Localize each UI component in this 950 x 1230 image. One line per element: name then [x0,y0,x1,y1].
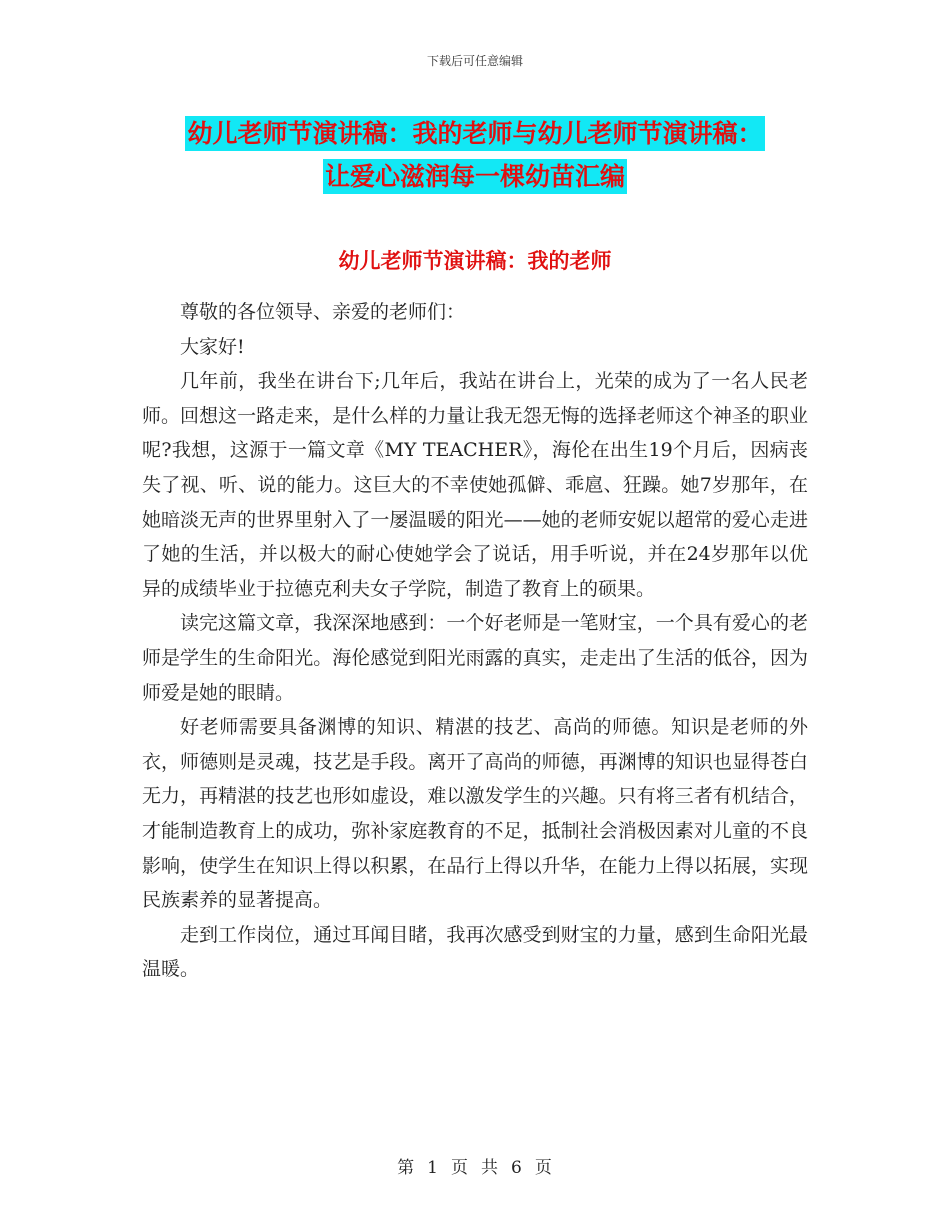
document-title [0,112,950,198]
paragraph-greeting: 大家好! [180,335,245,358]
body-text [142,295,808,987]
title-line-2 [0,155,950,198]
paragraph: 走到工作岗位，通过耳闻目睹，我再次感受到财宝的力量，感到生命阳光最温暖。 [142,923,808,981]
page-footer [0,1153,950,1178]
section-heading: 幼儿老师节演讲稿：我的老师 [338,249,612,273]
total-pages-number: 6 [511,1158,523,1178]
paragraph: 几年前，我坐在讲台下;几年后，我站在讲台上，光荣的成为了一名人民老师。回想这一路走来，是什么样的力量让我无怨无悔的选择老师这个神圣的职业呢?我想，这源于一篇文章《MY TEACHER》，海伦在出生19个月后，因病丧失了视、听、说的能力。这巨大的不幸使她孤僻、乖扈、狂躁。她7岁那年，在她暗淡无声的世界里射入了一屡温暖的阳光——她的老师安妮以超常的爱心走进了她的生活，并以极大的耐心使她学会了说话，用手听说，并在24岁那年以优异的成绩毕业于拉德克利夫女子学院，制造了教育上的硕果。 [142,370,808,600]
paragraph: 好老师需要具备渊博的知识、精湛的技艺、高尚的师德。知识是老师的外衣，师德则是灵魂，技艺是手段。离开了高尚的师德，再渊博的知识也显得苍白无力，再精湛的技艺也形如虚设，难以激发学生的兴趣。只有将三者有机结合，才能制造教育上的成功，弥补家庭教育的不足，抵制社会消极因素对儿童的不良影响，使学生在知识上得以积累，在品行上得以升华，在能力上得以拓展，实现民族素养的显著提高。 [142,716,808,912]
footer-page-label: 页 [451,1158,469,1178]
footer-suffix: 页 [534,1158,553,1178]
header-note: 下载后可任意编辑 [426,54,523,68]
paragraph: 读完这篇文章，我深深地感到：一个好老师是一笔财宝，一个具有爱心的老师是学生的生命阳光。海伦感觉到阳光雨露的真实，走走出了生活的低谷，因为师爱是她的眼睛。 [142,612,808,704]
title-line-1-text: 幼儿老师节演讲稿：我的老师与幼儿老师节演讲稿： [185,116,764,151]
current-page-number: 1 [427,1158,439,1178]
footer-total-label: 共 [481,1158,499,1178]
footer-prefix: 第 [397,1158,416,1178]
title-line-1 [0,112,950,155]
paragraph-salutation: 尊敬的各位领导、亲爱的老师们： [180,301,466,323]
title-line-2-text: 让爱心滋润每一棵幼苗汇编 [323,159,627,194]
